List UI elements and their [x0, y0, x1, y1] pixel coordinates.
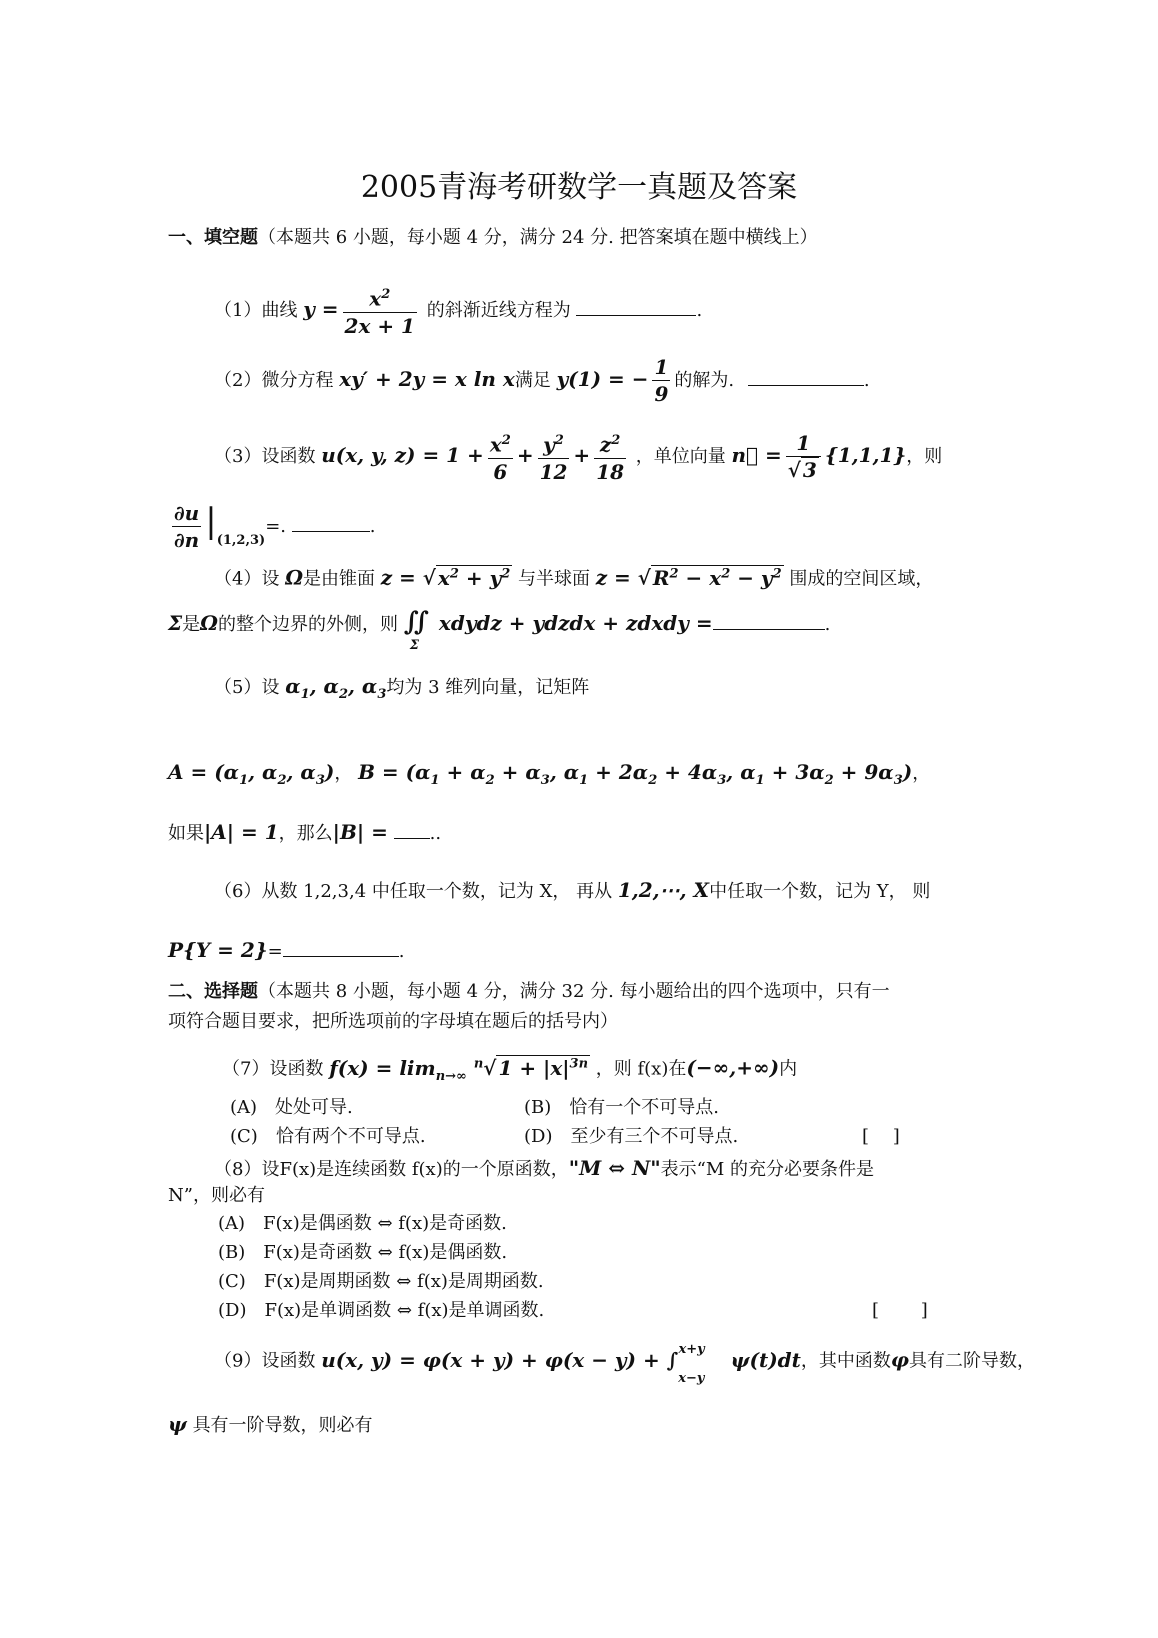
q7-option-b[interactable]: (B) 恰有一个不可导点. [524, 1097, 719, 1118]
q8-option-b[interactable]: (B) F(x)是奇函数 ⇔ f(x)是偶函数. [218, 1242, 508, 1263]
q7-answer-bracket[interactable]: [ ] [862, 1126, 900, 1147]
question-5-matrices: $A = (\alpha_1$, $\alpha_2$, $\alpha_3$)， $B = (\alpha_1 + \alpha_2 + \alpha_3$, $\alpha_1 + 2\alpha_2 + 4\alpha_3$, $\alpha_1 + 3\alpha_2 + 9\alpha_3$)， [168, 760, 931, 788]
question-9: （9）设函数 u(x, $y) = \varphi(x + y) + \varphi(x - y) + \int_{x-y}^{x+y}$ ψ(t)dt，其中函数φ具有二阶导数， [214, 1342, 1035, 1386]
q7-option-c[interactable]: (C) 恰有两个不可导点. [230, 1126, 426, 1147]
question-7: （7）设函数 $f(x) = \lim_{n\to\infty} ^n√$ $1 + |x|^{3n}$ ，则 f(x)在(−∞,+∞)内 [222, 1055, 798, 1084]
q8-option-c[interactable]: (C) F(x)是周期函数 ⇔ f(x)是周期函数. [218, 1271, 544, 1292]
question-2: （2）微分方程 xy′ + 2y = x ln x满足 y(1) = − $\frac{1}{9}$ 的解为. . [214, 355, 870, 406]
q8-option-d[interactable]: (D) F(x)是单调函数 ⇔ f(x)是单调函数. [218, 1300, 545, 1321]
question-3-line-2: $\frac{\partial u}{\partial n}$ $|_{(1,2,3)}=$. . [168, 500, 375, 553]
question-5-line-3: 如果|A| = 1，那么|B| = .. [168, 820, 442, 844]
question-3: （3）设函数 u(x, y, z) = 1 + $\frac{x^2}{6}$ + $\frac{y^2}{12}$ + $\frac{z^2}{18}$ ，单位向量 n⃗ = $\frac{1}{√ 3}$ {1,1,1}，则 [214, 428, 942, 485]
q4-cone: z = √ $x^2 + y^2$ [380, 565, 511, 590]
section-1-heading: 一、填空题（本题共 6 小题，每小题 4 分，满分 24 分. 把答案填在题中横线上） [168, 227, 818, 248]
q5-answer-blank[interactable] [394, 820, 430, 839]
question-4: （4）设 Ω是由锥面 z = √ $x^2 + y^2$ 与半球面 z = √ $R^2 - x^2 - y^2$ 围成的空间区域， [214, 565, 934, 590]
q5-matrix-a: $A = (\alpha_1$, $\alpha_2$, $\alpha_3$) [168, 760, 335, 788]
question-4-line-2: Σ是Ω的整个边界的外侧，则 $∬_\Sigma xdydz$ + ydzdx + zdxdy = . [168, 607, 831, 653]
section-2-heading: 二、选择题（本题共 8 小题，每小题 4 分，满分 32 分. 每小题给出的四个选项中，只有一 [168, 981, 890, 1002]
q3-derivative: $\frac{\partial u}{\partial n}$ | [174, 501, 217, 552]
q3-answer-blank[interactable] [292, 513, 370, 532]
q6-probability: P{Y = 2} [168, 938, 268, 962]
q4-answer-blank[interactable] [713, 611, 825, 630]
q7-option-d[interactable]: (D) 至少有三个不可导点. [524, 1126, 739, 1147]
q4-hemisphere: z = √ $R^2 - x^2 - y^2$ [595, 565, 782, 590]
q1-formula: y = $\frac{x^2}{2x + 1}$ [303, 297, 421, 321]
q3-unit-vector: n⃗ = $\frac{1}{√ 3}$ {1,1,1} [731, 430, 907, 482]
question-6: （6）从数 1,2,3,4 中任取一个数，记为 X， 再从 1,2,⋯, X中任取一个数，记为 Y， 则 [214, 878, 931, 902]
q2-equation: xy′ + 2y = x ln x [339, 367, 515, 391]
q5-matrix-b: $B = (\alpha_1 + \alpha_2 + \alpha_3$, $\alpha_1 + 2\alpha_2 + 4\alpha_3$, $\alpha_1 + 3\alpha_2 + 9\alpha_3$) [358, 760, 913, 788]
q6-answer-blank[interactable] [283, 938, 399, 957]
q2-condition: y(1) = − $\frac{1}{9}$ [556, 355, 669, 406]
question-5: （5）设 $\alpha_1$, $\alpha_2$, $\alpha_3$均为 3 维列向量，记矩阵 [214, 674, 590, 702]
question-8: （8）设F(x)是连续函数 f(x)的一个原函数，"M ⇔ N"表示“M 的充分必要条件是 [214, 1156, 875, 1180]
q8-option-a[interactable]: (A) F(x)是偶函数 ⇔ f(x)是奇函数. [218, 1213, 507, 1234]
q1-answer-blank[interactable] [576, 297, 696, 316]
q3-function: u(x, y, z) = 1 + $\frac{x^2}{6}$ + $\frac{y^2}{12}$ + $\frac{z^2}{18}$ [321, 443, 630, 467]
q7-option-a[interactable]: (A) 处处可导. [230, 1097, 353, 1118]
question-6-line-2: P{Y = 2}= . [168, 938, 405, 962]
question-1: （1）曲线 y = $\frac{x^2}{2x + 1}$ 的斜渐近线方程为 . [214, 282, 702, 339]
question-9-line-2: ψ 具有一阶导数，则必有 [168, 1412, 373, 1436]
q4-surface-integral: $∬_\Sigma xdydz$ + ydzdx + zdxdy = [403, 607, 713, 653]
q7-function: $f(x) = \lim_{n\to\infty} ^n√$ $1 + |x|^{3n}$ [329, 1055, 589, 1084]
q2-answer-blank[interactable] [748, 367, 864, 386]
page-title: 2005青海考研数学一真题及答案 [360, 170, 798, 205]
q8-answer-bracket[interactable]: [ ] [872, 1300, 928, 1321]
question-8-line-2: N”，则必有 [168, 1185, 265, 1206]
q9-function: u(x, $y) = \varphi(x + y) + \varphi(x - y) + \int_{x-y}^{x+y}$ ψ(t)dt [321, 1342, 801, 1386]
section-2-heading-line-2: 项符合题目要求，把所选项前的字母填在题后的括号内） [168, 1011, 618, 1032]
